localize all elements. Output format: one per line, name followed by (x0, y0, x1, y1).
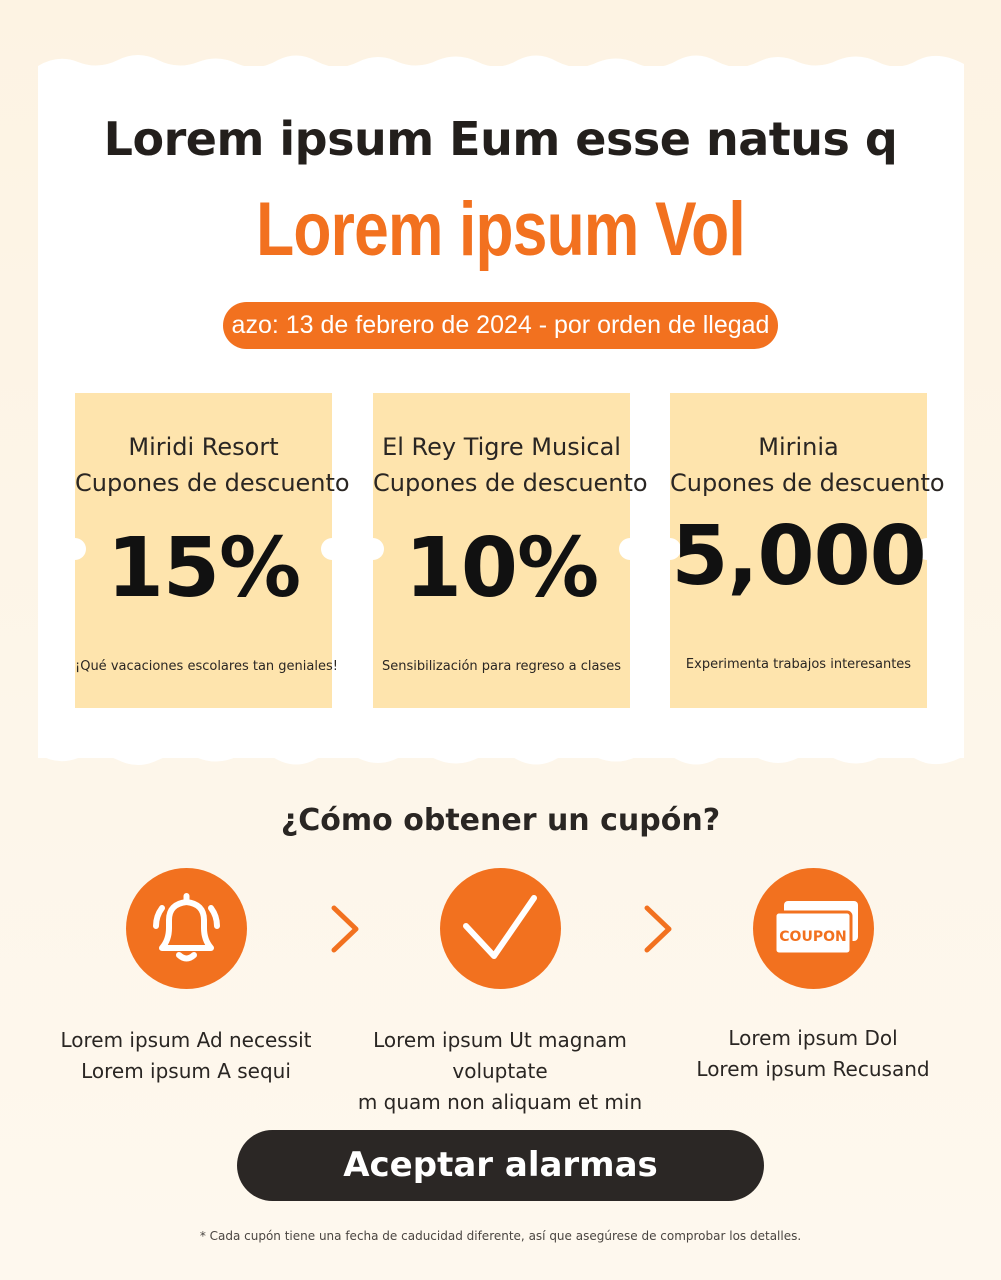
step-description (16, 1025, 356, 1087)
headline: Lorem ipsum Eum esse natus q (103, 112, 898, 166)
coupon-card[interactable] (670, 393, 945, 708)
coupon-name: Mirinia (758, 433, 839, 461)
step-line: m quam non aliquam et min (357, 1090, 643, 1114)
torn-edge-bottom (38, 748, 964, 770)
coupon-caption: Sensibilización para regreso a clases (381, 659, 622, 674)
coupon-name: Miridi Resort (128, 433, 279, 461)
bell-icon (126, 868, 247, 989)
subheadline: Lorem ipsum Vol (256, 187, 745, 272)
coupon-card[interactable] (373, 393, 648, 708)
coupon-card[interactable] (75, 393, 350, 708)
coupon-kind: Cupones de descuento (75, 469, 350, 497)
step-line: Lorem ipsum Ut magnam voluptate (373, 1028, 627, 1083)
coupon-kind: Cupones de descuento (373, 469, 648, 497)
step-description (643, 1023, 983, 1085)
chevron-right-icon (330, 904, 360, 954)
coupon-icon-label: COUPON (779, 929, 847, 945)
footnote: * Cada cupón tiene una fecha de caducidad diferente, así que asegúrese de comprobar los detalles. (199, 1229, 802, 1243)
coupon-caption: ¡Qué vacaciones escolares tan geniales! (75, 659, 338, 674)
step-bell (126, 868, 247, 989)
accept-alarms-button[interactable]: Aceptar alarmas (237, 1130, 764, 1201)
coupon-name: El Rey Tigre Musical (382, 433, 621, 461)
step-line: Lorem ipsum Dol (728, 1026, 898, 1050)
step-description (330, 1025, 670, 1118)
checkmark-icon (440, 868, 561, 989)
chevron-right-icon (643, 904, 673, 954)
step-line: Lorem ipsum Recusand (696, 1057, 930, 1081)
coupon-value: 10% (404, 521, 599, 616)
coupon-value: 15% (106, 521, 301, 616)
deadline-badge (223, 302, 778, 349)
coupon-kind: Cupones de descuento (670, 469, 945, 497)
coupon-caption: Experimenta trabajos interesantes (685, 657, 912, 672)
how-title: ¿Cómo obtener un cupón? (280, 803, 721, 838)
step-coupon (753, 868, 874, 989)
step-line: Lorem ipsum A sequi (81, 1059, 291, 1083)
coupon-icon (753, 868, 874, 989)
step-line: Lorem ipsum Ad necessit (60, 1028, 312, 1052)
step-check (440, 868, 561, 989)
coupon-value: 5,000 (671, 509, 926, 604)
deadline-text: azo: 13 de febrero de 2024 - por orden de llegad (231, 311, 770, 339)
